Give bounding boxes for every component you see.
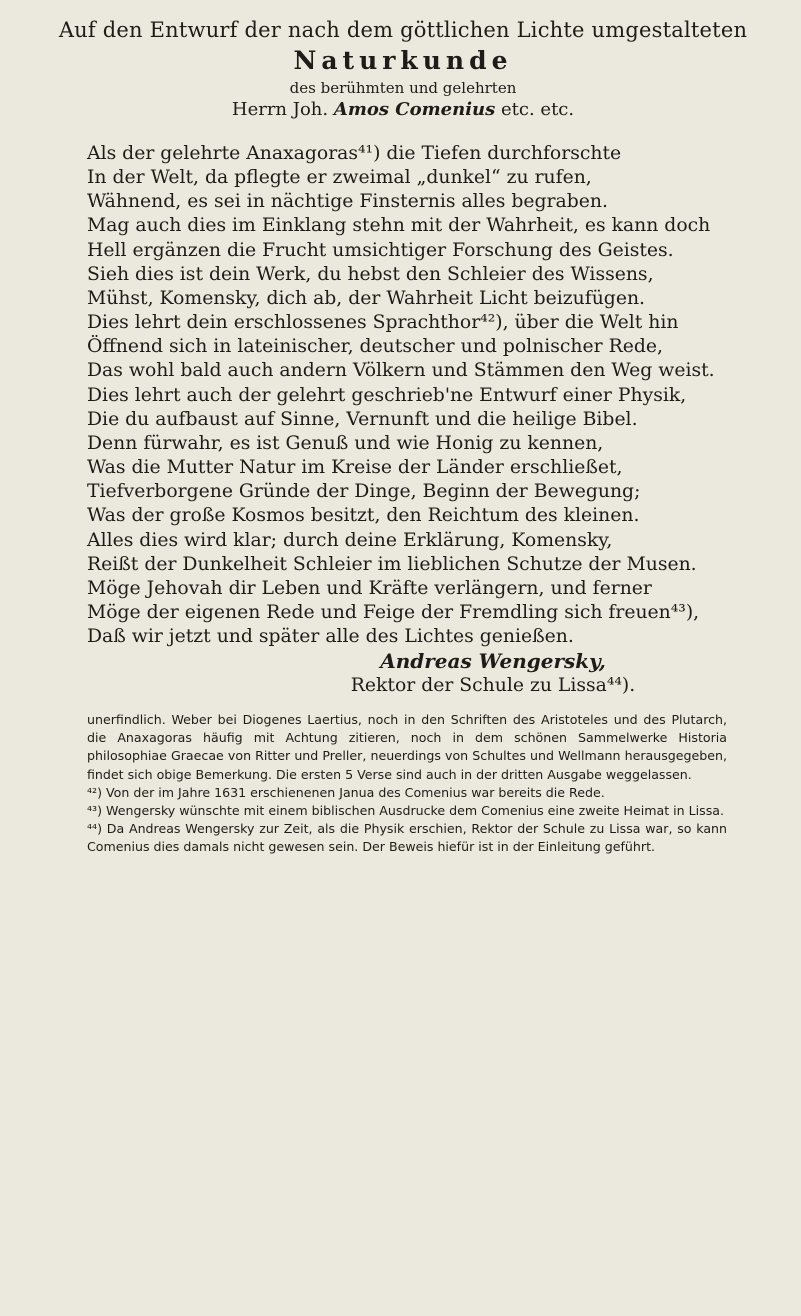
poem-line: Was die Mutter Natur im Kreise der Länder erschließet, (87, 457, 623, 479)
poem-line: Möge Jehovah dir Leben und Kräfte verlängern, und ferner (87, 577, 652, 599)
poem-line: In der Welt, da pflegte er zweimal „dunkel“ zu rufen, (87, 167, 592, 189)
poem-line: Die du aufbaust auf Sinne, Vernunft und die heilige Bibel. (87, 408, 638, 430)
signature-role: Rektor der Schule zu Lissa⁴⁴). (350, 675, 636, 697)
footnote: ⁴⁴) Da Andreas Wengersky zur Zeit, als die Physik erschien, Rektor der Schule zu Lissa war, so kann Comenius dies damals nicht gewesen sein. Der Beweis hiefür ist in der Einleitung geführt. (87, 820, 727, 854)
heading-suffix: etc. etc. (501, 99, 575, 120)
poem-line: Alles dies wird klar; durch deine Erklärung, Komensky, (87, 529, 613, 551)
poem (87, 142, 723, 649)
heading-author: Amos Comenius (333, 99, 496, 120)
poem-line: Dies lehrt dein erschlossenes Sprachthor⁴²), über die Welt hin (87, 312, 679, 334)
poem-line: Dies lehrt auch der gelehrt geschrieb'ne Entwurf einer Physik, (87, 384, 687, 406)
footnote: ⁴³) Wengersky wünschte mit einem biblischen Ausdrucke dem Comenius eine zweite Heimat in Lissa. (87, 802, 724, 818)
poem-line: Hell ergänzen die Frucht umsichtiger Forschung des Geistes. (87, 239, 674, 261)
poem-line: Reißt der Dunkelheit Schleier im lieblichen Schutze der Musen. (87, 553, 697, 575)
poem-line: Öffnend sich in lateinischer, deutscher und polnischer Rede, (87, 336, 663, 358)
heading-prefix: Herrn Joh. (231, 99, 329, 120)
footnote: ⁴²) Von der im Jahre 1631 erschienenen Janua des Comenius war bereits die Rede. (87, 784, 605, 800)
poem-line: Mühst, Komensky, dich ab, der Wahrheit Licht beizufügen. (87, 287, 646, 309)
poem-line: Sieh dies ist dein Werk, du hebst den Schleier des Wissens, (87, 263, 654, 285)
poem-line: Als der gelehrte Anaxagoras⁴¹) die Tiefen durchforschte (87, 143, 622, 164)
footnotes (87, 711, 727, 856)
poem-line: Möge der eigenen Rede und Feige der Fremdling sich freuen⁴³), (87, 601, 700, 623)
heading-title: Naturkunde (293, 46, 513, 75)
poem-line: Daß wir jetzt und später alle des Lichtes genießen. (87, 626, 574, 648)
heading-line-4 (45, 98, 761, 122)
signature-name: Andreas Wengersky, (380, 649, 606, 674)
poem-line: Was der große Kosmos besitzt, den Reichtum des kleinen. (87, 505, 640, 527)
poem-line: Das wohl bald auch andern Völkern und Stämmen den Weg weist. (87, 360, 715, 382)
heading (45, 16, 761, 122)
poem-line: Tiefverborgene Gründe der Dinge, Beginn der Bewegung; (87, 481, 641, 503)
heading-line-1: Auf den Entwurf der nach dem göttlichen Lichte umgestalteten (58, 18, 748, 42)
heading-line-3: des berühmten und gelehrten (289, 79, 517, 97)
poem-line: Denn fürwahr, es ist Genuß und wie Honig zu kennen, (87, 432, 604, 454)
poem-line: Mag auch dies im Einklang stehn mit der Wahrheit, es kann doch (87, 215, 711, 237)
poem-line: Wähnend, es sei in nächtige Finsternis alles begraben. (87, 191, 608, 213)
footnote: unerfindlich. Weber bei Diogenes Laertius, noch in den Schriften des Aristoteles und des Plutarch, die Anaxagoras häufig mit Achtung zitieren, noch in dem schönen Sammelwerke Historia philosophiae Graecae von Ritter und Preller, neuerdings von Schultes und Wellmann herausgegeben, findet sich obige Bemerkung. Die ersten 5 Verse sind auch in der dritten Ausgabe weggelassen. (87, 712, 727, 782)
